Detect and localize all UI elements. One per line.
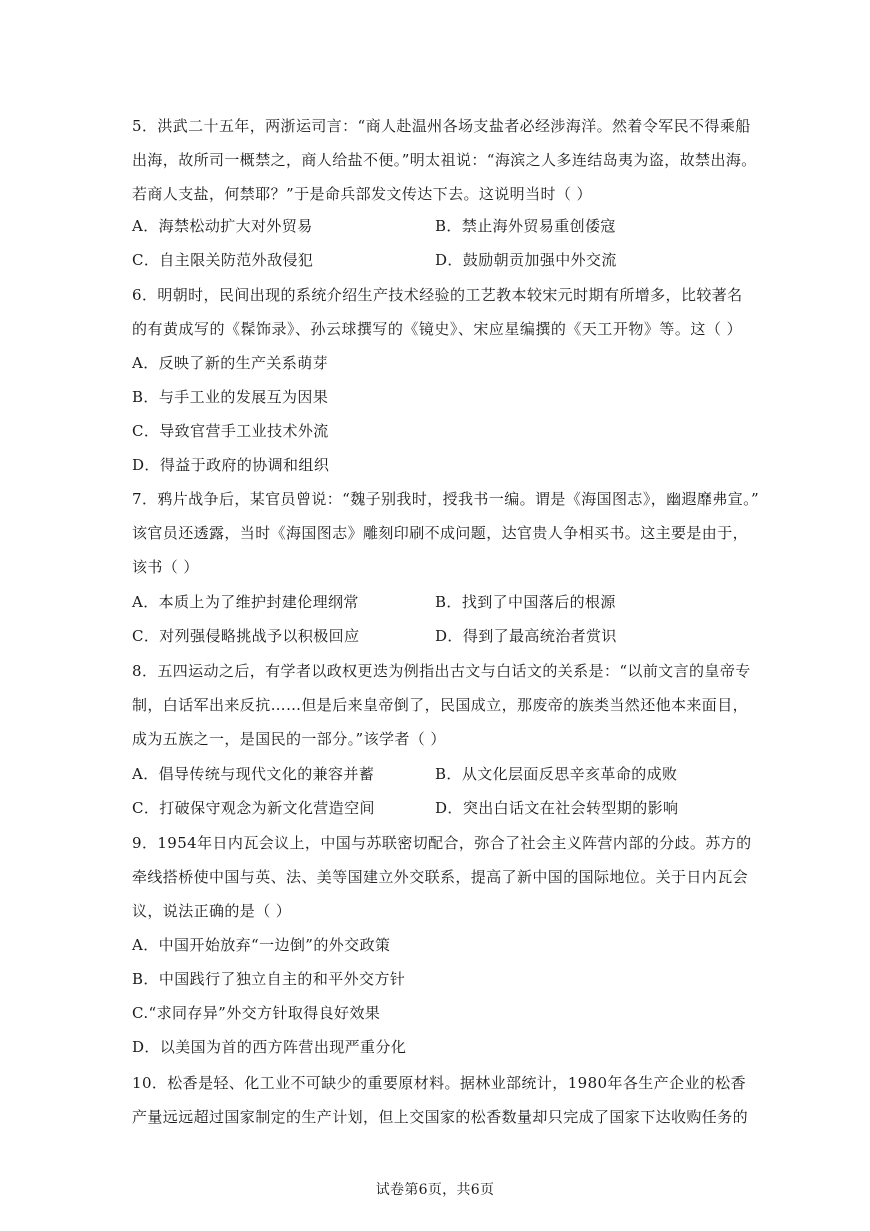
question-6-option-d: D．得益于政府的协调和组织 (132, 456, 330, 474)
question-8-stem-line-3: 成为五族之一，是国民的一部分。”该学者（ ） (132, 730, 446, 748)
question-8-option-d: D．突出白话文在社会转型期的影响 (435, 799, 679, 817)
question-5-option-d: D．鼓励朝贡加强中外交流 (435, 251, 617, 269)
question-6-option-c: C．导致官营手工业技术外流 (132, 422, 329, 440)
page-footer: 试卷第6页，共6页 (375, 1182, 495, 1198)
question-10-stem-line-1: 10．松香是轻、化工业不可缺少的重要原材料。据林业部统计，1980年各生产企业的松香 (132, 1074, 747, 1092)
question-5-option-c: C．自主限关防范外敌侵犯 (132, 251, 314, 269)
question-9-stem-line-3: 议，说法正确的是（ ） (132, 902, 292, 920)
question-10-stem-line-2: 产量远远超过国家制定的生产计划，但上交国家的松香数量却只完成了国家下达收购任务的 (132, 1108, 749, 1126)
question-9-option-b: B．中国践行了独立自主的和平外交方针 (132, 970, 406, 988)
question-9-option-c: C.“求同存异”外交方针取得良好效果 (132, 1004, 381, 1022)
question-6-option-a: A．反映了新的生产关系萌芽 (132, 354, 329, 372)
question-5-stem-line-2: 出海，故所司一概禁之，商人给盐不便。”明太祖说：“海滨之人多连结岛夷为盗，故禁出海。 (132, 151, 757, 169)
question-9-option-a: A．中国开始放弃“一边倒”的外交政策 (132, 936, 391, 954)
question-8-stem-line-2: 制，白话军出来反抗……但是后来皇帝倒了，民国成立，那废帝的族类当然还他本来面目， (132, 696, 749, 714)
question-7-option-d: D．得到了最高统治者赏识 (435, 627, 617, 645)
question-6-stem-line-2: 的有黄成写的《髹饰录》、孙云球撰写的《镜史》、宋应星编撰的《天工开物》等。这（ ） (132, 320, 742, 338)
question-9-option-d: D．以美国为首的西方阵营出现严重分化 (132, 1038, 407, 1056)
question-6-stem-line-1: 6．明朝时，民间出现的系统介绍生产技术经验的工艺教本较宋元时期有所增多，比较著名 (132, 286, 743, 304)
question-5-stem-line-1: 5．洪武二十五年，两浙运司言：“商人赴温州各场支盐者必经涉海洋。然着令军民不得乘船 (132, 117, 751, 135)
question-7-stem-line-3: 该书（ ） (132, 558, 199, 576)
question-6-option-b: B．与手工业的发展互为因果 (132, 388, 329, 406)
question-9-stem-line-1: 9．1954年日内瓦会议上，中国与苏联密切配合，弥合了社会主义阵营内部的分歧。苏方的 (132, 834, 752, 852)
question-7-option-c: C．对列强侵略挑战予以积极回应 (132, 627, 360, 645)
question-8-stem-line-1: 8．五四运动之后，有学者以政权更迭为例指出古文与白话文的关系是：“以前文言的皇帝专 (132, 662, 751, 680)
question-8-option-b: B．从文化层面反思辛亥革命的成败 (435, 765, 678, 783)
question-7-option-b: B．找到了中国落后的根源 (435, 593, 616, 611)
question-5-stem-line-3: 若商人支盐，何禁耶？”于是命兵部发文传达下去。这说明当时（ ） (132, 185, 592, 203)
question-7-option-a: A．本质上为了维护封建伦理纲常 (132, 593, 359, 611)
question-8-option-a: A．倡导传统与现代文化的兼容并蓄 (132, 765, 375, 783)
question-5-option-a: A．海禁松动扩大对外贸易 (132, 217, 313, 235)
question-9-stem-line-2: 牵线搭桥使中国与英、法、美等国建立外交联系，提高了新中国的国际地位。关于日内瓦会 (132, 868, 749, 886)
question-7-stem-line-1: 7．鸦片战争后，某官员曾说：“魏子别我时，授我书一编。谓是《海国图志》，幽遐靡弗宣。” (132, 490, 760, 508)
question-7-stem-line-2: 该官员还透露，当时《海国图志》雕刻印刷不成问题，达官贵人争相买书。这主要是由于， (132, 524, 749, 542)
question-8-option-c: C．打破保守观念为新文化营造空间 (132, 799, 375, 817)
question-5-option-b: B．禁止海外贸易重创倭寇 (435, 217, 616, 235)
